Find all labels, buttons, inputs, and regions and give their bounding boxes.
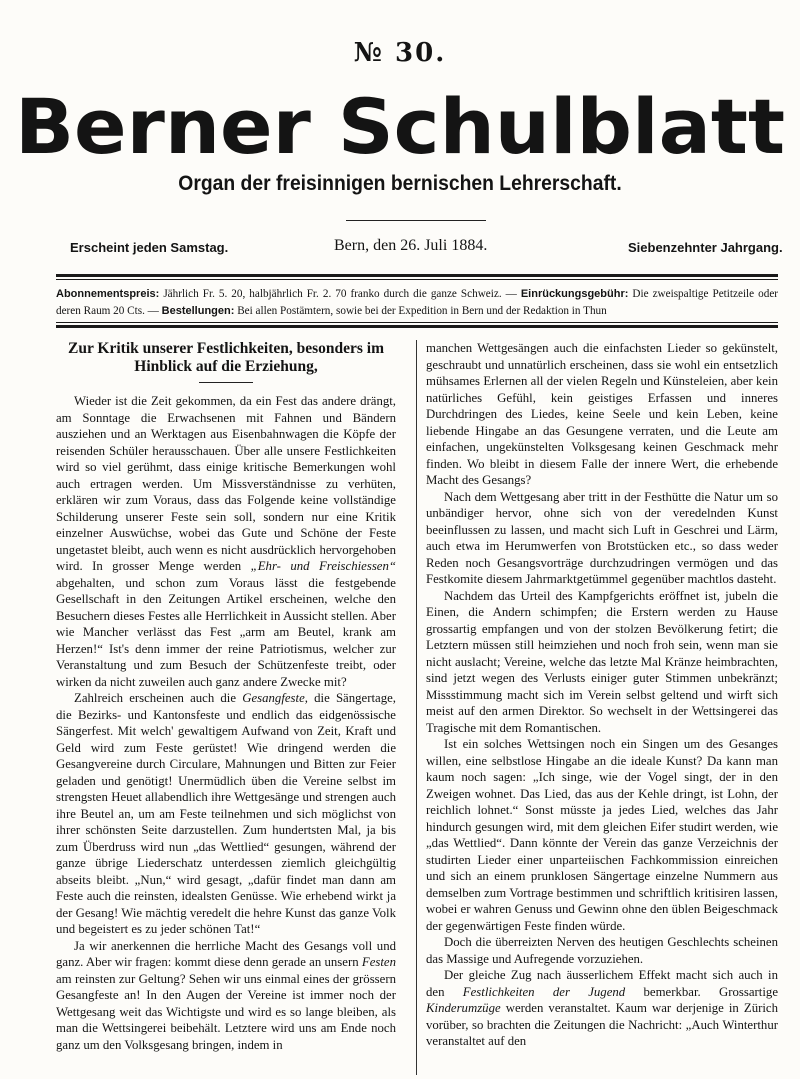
title-divider bbox=[346, 220, 486, 221]
paragraph: Wieder ist die Zeit gekommen, da ein Fest das andere drängt, am Sonntage die Erwachsenen mit Fahnen und Bändern ausziehen und an Werktagen aus Eisenbahnwagen die Köpfe der reisenden Schüler herausschauen. Über alle unsere Festlichkeiten wird so viel gerühmt, dass einige kritische Bemerkungen wohl auch ertragen werden. Um Missverständnisse zu verhüten, erklären wir zum Voraus, dass das Folgende keine vollständige Schilderung unserer Feste sein soll, sondern nur eine Kritik einzelner Auswüchse, wobei das Gute und Schöne der Feste ungetastet bleibt, auch wenn es nicht ausdrücklich hervorgehoben wird. In grosser Menge werden „Ehr- und Freischiessen“ abgehalten, und schon zum Voraus lässt die festgebende Gesellschaft in den Zeitungen Artikel erscheinen, welche den Besuchern dieses Festes alle Herrlichkeit in Aussicht stellen. Aber wie Mancher verlässt das Fest „arm am Beutel, krank am Herzen!“ Ist's denn immer der reine Patriotismus, welcher zur Veranstaltung und zum Besuch der Schützenfeste treibt, oder wirken da nicht zuweilen auch ganz andere Zwecke mit? bbox=[56, 394, 396, 689]
insertion-fee-text: Die zweispaltige Petitzeile oder deren Raum 20 Cts. — bbox=[56, 288, 779, 317]
article-headline: Zur Kritik unserer Festlichkeiten, besonders im Hinblick auf die Erziehung, bbox=[67, 340, 385, 375]
paragraph: Zahlreich erscheinen auch die Gesangfeste, die Sängertage, die Bezirks- und Kantonsfeste und endlich das eidgenössische Sängerfest. Mit welch' gewaltigem Aufwand von Zeit, Kraft und Geld wird zum Feste gerüstet! Wie dringend werden die Gesangvereine durch Circulare, Mahnungen und Bitten zur Feier geladen und genötigt! Unermüdlich üben die Vereine selbst im strengsten Heuet allabendlich ihre Wettgesänge und strengen auch ihre Beutel an, um am Feste teilnehmen und sich möglichst von ihrer schönsten Seite darzustellen. Zum hundertsten Mal, ja bis zum Überdruss wird nun „das Wettlied“ gesungen, während der ganze übrige Liederschatz unterdessen ziemlich gleichgültig abseits bleibt. „Nun,“ wird gesagt, „dafür findet man dann am Feste auch die reinsten, idealsten Genüsse. Wie erhebend wirkt ja der Gesang! Wie mächtig veredelt die hehre Kunst das ganze Volk und begeistert es zu jeder schönen Tat!“ bbox=[56, 691, 396, 936]
publication-frequency: Erscheint jeden Samstag. bbox=[70, 240, 229, 255]
paragraph: Der gleiche Zug nach äusserlichem Effekt macht sich auch in den Festlichkeiten der Jugend bemerkbar. Grossartige Kinderumzüge werden veranstaltet. Kaum war derjenige in Zürich vorüber, so brachten die Zeitungen die Nachricht: „Auch Winterthur veranstaltet auf den bbox=[426, 968, 778, 1048]
orders-text: Bei allen Postämtern, sowie bei der Expedition in Bern und der Redaktion in Thun bbox=[237, 305, 607, 317]
subscription-info bbox=[56, 286, 778, 320]
paragraph: Doch die überreizten Nerven des heutigen Geschlechts scheinen das Massige und Aufregende vorzuziehen. bbox=[426, 935, 778, 966]
paragraph: Ja wir anerkennen die herrliche Macht des Gesangs voll und ganz. Aber wir fragen: kommt diese denn gerade an unsern Festen am reinsten zur Geltung? Sehen wir uns einmal eines der grössern Gesangfeste an! In den Augen der Vereine ist immer noch der Wettgesang weit das Wichtigste und wird es so lange bleiben, als man die Wettsingerei beibehält. Letztere wird uns am Ende noch ganz um den Volksgesang bringen, indem in bbox=[56, 938, 396, 1052]
right-column bbox=[426, 340, 778, 1075]
subscription-price-text: Jährlich Fr. 5. 20, halbjährlich Fr. 2. 70 franko durch die ganze Schweiz. — bbox=[163, 288, 517, 300]
paragraph: Nachdem das Urteil des Kampfgerichts eröffnet ist, jubeln die Einen, die Andern schimpfen; die Erstern werden zu Hause grossartig empfangen und von der stolzen Bevölkerung fetirt; die Letztern müssen still heimziehen und noch froh sein, wenn man sie nicht auslacht; Vereine, welche das letzte Mal Kränze heimbrachten, sind jetzt wegen des Verlusts einiger guter Stimmen unbekränzt; Missstimmung macht sich im Verein selbst geltend und wirft sich meist auf den armen Direktor. So wechselt in der Wettsingerei das Tragische mit dem Romantischen. bbox=[426, 588, 778, 735]
issue-date: Bern, den 26. Juli 1884. bbox=[334, 237, 488, 254]
issue-number: № 30. bbox=[353, 38, 447, 68]
header-rule-bottom-thin bbox=[56, 322, 778, 323]
paragraph: Nach dem Wettgesang aber tritt in der Festhütte die Natur um so unbändiger hervor, ohne sich von der veredelnden Kunst beeinflussen zu lassen, und macht sich Luft in Geschrei und Lärm, auch etwa im Herumwerfen von Brotstücken etc., so dass weder Reden noch Gesangsvorträge durchzudringen vermögen und das Festkomite diesem Jahrmarktgetümmel gegenüber machtlos dasteht. bbox=[426, 489, 778, 586]
column-divider bbox=[416, 340, 417, 1075]
header-rule-top bbox=[56, 274, 778, 277]
insertion-fee-label: Einrückungsgebühr: bbox=[520, 288, 629, 300]
subscription-price-label: Abonnementspreis: bbox=[56, 288, 160, 300]
paragraph: manchen Wettgesängen auch die einfachsten Lieder so gekünstelt, geschraubt und unnatürlich erscheinen, dass sie wohl ein entsetzlich mühsames Erlernen all der vielen Regeln und Künsteleien, aber kein natürliches Gefühl, kein geistiges Erfassen und inneres Durchdringen des Liedes, keine Seele und kein Leben, keine liebende Hingabe an das Gesungene verraten, und die Leute am einfachen, ungekünstelten Volksgesang keinen Geschmack mehr finden. Wo bleibt in diesem Falle der innere Wert, die erhebende Macht des Gesangs? bbox=[426, 341, 778, 487]
headline-divider bbox=[199, 382, 253, 383]
left-column bbox=[56, 340, 396, 1075]
newspaper-subtitle: Organ der freisinnigen bernischen Lehrerschaft. bbox=[178, 172, 622, 195]
newspaper-title: Berner Schulblatt bbox=[14, 82, 786, 171]
paragraph: Ist ein solches Wettsingen noch ein Singen um des Gesanges willen, eine selbstlose Hingabe an die ideale Kunst? Da kann man kaum noch sagen: „Ich singe, wie der Vogel singt, der in den Zweigen wohnet. Das Lied, das aus der Kehle dringt, ist Lohn, der reichlich lohnet.“ Sonst müsste ja jedes Lied, welches das Jahr hindurch gesungen wird, mit dem gleichen Eifer studirt werden, wie „das Wettlied“. Dann könnte der Verein das ganze Verzeichnis der studirten Lieder einer unparteiischen Fachkommission einreichen und sich an einem prunklosen Sängertage einzelne Nummern aus demselben zum Vortrage bestimmen und schriftlich kritisiren lassen, wobei er wahren Genuss und Gewinn ohne den üblen Beigeschmack der gegenwärtigen Feste finden würde. bbox=[426, 737, 778, 933]
header-rule-top-thin bbox=[56, 279, 778, 280]
orders-label: Bestellungen: bbox=[161, 305, 235, 317]
volume-year: Siebenzehnter Jahrgang. bbox=[628, 240, 783, 255]
header-rule-bottom bbox=[56, 325, 778, 328]
